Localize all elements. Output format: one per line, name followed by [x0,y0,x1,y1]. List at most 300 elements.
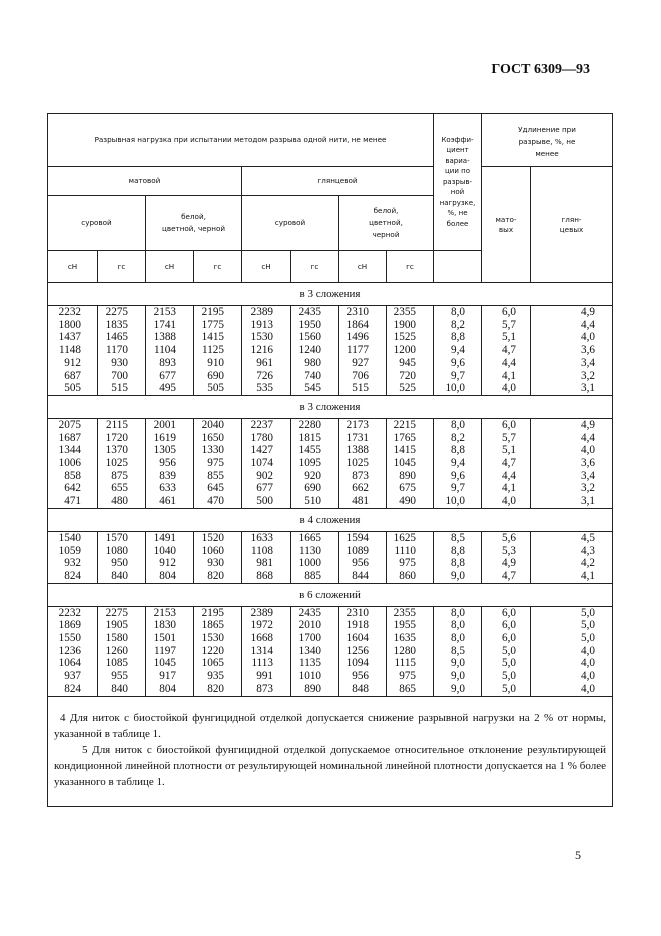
value-cell: 1388 [346,444,369,457]
value-cell: 1633 [250,531,273,544]
value-cell: 1905 [105,619,128,632]
value-cell: 1314 [250,644,273,657]
value-cell: 1130 [299,544,321,557]
header-line: глян- [561,214,582,224]
value-cell: 1491 [153,531,176,544]
value-cell: 9,0 [451,657,466,670]
header-breaking-load: Разрывная нагрузка при испытании методом разрыва одной нити, не менее [48,114,434,167]
value-cell: 5,6 [502,531,517,544]
value-cell: 4,7 [502,457,517,470]
value-cell: 461 [159,495,176,508]
value-cell: 1080 [105,544,128,557]
value-cell: 840 [111,682,128,695]
unit-cell-empty [434,251,482,283]
value-cell: 875 [111,469,128,482]
value-cell: 1835 [105,318,128,331]
value-cell: 2232 [58,606,81,619]
value-cell: 873 [256,682,273,695]
value-cell: 4,4 [581,318,596,331]
value-column [146,306,194,396]
value-cell: 1864 [346,318,369,331]
value-cell: 545 [304,382,321,395]
value-cell: 1095 [298,457,321,470]
value-cell: 980 [304,356,321,369]
value-cell: 1065 [201,657,224,670]
value-column [482,531,531,583]
value-column [194,531,242,583]
value-cell: 675 [399,482,417,495]
value-column [98,306,146,396]
value-cell: 890 [304,682,321,695]
value-cell: 4,7 [502,344,517,357]
value-column [194,606,242,696]
value-cell: 1765 [393,431,417,444]
value-cell: 868 [256,569,273,582]
value-cell: 2215 [393,418,417,431]
value-cell: 8,0 [451,306,466,318]
value-cell: 1260 [105,644,128,657]
value-cell: 1415 [393,444,417,457]
value-cell: 956 [352,557,369,570]
value-cell: 2232 [58,306,81,318]
value-cell: 1437 [58,331,81,344]
value-cell: 480 [111,495,128,508]
unit-cell: сН [146,251,194,283]
value-cell: 645 [207,482,224,495]
value-cell: 9,7 [451,482,466,495]
value-cell: 4,0 [502,495,517,508]
value-cell: 912 [64,356,81,369]
value-column [146,606,194,696]
value-column [98,606,146,696]
header-line: черной [372,230,400,239]
value-cell: 6,0 [502,418,517,431]
value-cell: 1731 [346,431,369,444]
value-cell: 2153 [153,606,176,619]
header-line: более [446,219,469,228]
value-cell: 535 [256,382,273,395]
note-paragraph: 5 Для ниток с биостойкой фунгицидной отделкой допускаемое относительное отклонение результирующей кондиционной линейной плотности от результирующей номинальной линейной плотности допускается на 1 % более указанного в таблице 1. [54,743,607,788]
value-cell: 1216 [250,344,273,357]
value-cell: 1197 [154,644,176,657]
value-column [434,606,482,696]
value-cell: 1064 [58,657,81,670]
value-column [339,306,387,396]
value-cell: 804 [159,569,176,582]
value-cell: 1955 [393,619,417,632]
value-cell: 1668 [250,632,273,645]
page-number: 5 [575,848,581,862]
value-cell: 9,7 [451,369,466,382]
header-line: цветной, черной [161,224,226,233]
value-cell: 1501 [153,632,176,645]
section-label: в 3 сложения [48,395,613,418]
value-cell: 726 [256,369,273,382]
value-cell: 740 [304,369,321,382]
header-matte: матовой [48,167,242,196]
value-cell: 4,4 [502,356,517,369]
value-cell: 2310 [346,306,369,318]
value-cell: 839 [159,469,176,482]
value-cell: 490 [399,495,417,508]
value-cell: 1125 [202,344,224,357]
value-cell: 1815 [298,431,321,444]
value-cell: 9,4 [451,457,466,470]
value-cell: 4,1 [502,482,517,495]
header-line: белой, [373,206,399,215]
value-cell: 4,0 [581,657,596,670]
value-column [339,418,387,508]
value-cell: 1465 [105,331,128,344]
value-cell: 4,0 [581,670,596,683]
value-cell: 1560 [298,331,321,344]
value-cell: 8,5 [451,531,466,544]
value-cell: 1650 [201,431,224,444]
value-cell: 1455 [298,444,321,457]
value-cell: 2195 [201,306,224,318]
value-cell: 865 [399,682,417,695]
value-cell: 9,0 [451,682,466,695]
header-line: ции по [445,167,470,176]
value-column [387,531,434,583]
value-cell: 481 [352,495,369,508]
table-row [48,606,613,696]
value-cell: 1059 [58,544,81,557]
value-cell: 1619 [153,431,176,444]
value-cell: 8,8 [451,444,466,457]
value-cell: 1900 [393,318,417,331]
value-cell: 840 [111,569,128,582]
value-cell: 9,0 [451,569,466,582]
value-cell: 1540 [58,531,81,544]
value-column [242,606,291,696]
value-cell: 1972 [250,619,273,632]
value-cell: 2355 [393,606,417,619]
value-column [531,606,613,696]
value-cell: 4,0 [581,682,596,695]
value-cell: 2075 [58,418,81,431]
value-column [291,531,339,583]
value-cell: 975 [399,557,417,570]
value-cell: 5,0 [502,682,517,695]
value-column [531,418,613,508]
value-cell: 5,1 [502,331,517,344]
value-cell: 1530 [201,632,224,645]
value-cell: 662 [352,482,369,495]
value-cell: 1865 [201,619,224,632]
value-column [48,606,98,696]
value-column [339,606,387,696]
value-cell: 6,0 [502,606,517,619]
value-cell: 1580 [105,632,128,645]
value-column [146,531,194,583]
section-label: в 3 сложения [48,283,613,306]
value-cell: 1074 [250,457,273,470]
value-cell: 885 [304,569,321,582]
value-cell: 5,7 [502,431,517,444]
value-cell: 1340 [298,644,321,657]
value-cell: 860 [399,569,417,582]
value-cell: 1200 [393,344,417,357]
value-cell: 2001 [153,418,176,431]
value-cell: 5,0 [581,619,596,632]
value-cell: 3,1 [581,382,596,395]
value-cell: 9,6 [451,356,466,369]
value-column [242,418,291,508]
value-cell: 2275 [105,306,128,318]
value-cell: 2280 [298,418,321,431]
value-cell: 3,2 [581,482,596,495]
value-cell: 855 [207,469,224,482]
value-cell: 1344 [58,444,81,457]
value-cell: 927 [352,356,369,369]
value-cell: 2355 [393,306,417,318]
value-cell: 515 [352,382,369,395]
value-cell: 5,0 [502,644,517,657]
table-row [48,418,613,508]
value-cell: 3,2 [581,369,596,382]
document-code: ГОСТ 6309—93 [491,62,590,77]
value-cell: 1625 [393,531,417,544]
value-cell: 1530 [250,331,273,344]
unit-cell: гс [194,251,242,283]
header-line: цветной, [369,218,403,227]
header-variation-coefficient [434,114,482,251]
value-cell: 1830 [153,619,176,632]
value-column [387,306,434,396]
value-cell: 1665 [298,531,321,544]
value-cell: 975 [207,457,224,470]
value-column [48,531,98,583]
section-label: в 6 сложений [48,583,613,606]
value-cell: 1104 [154,344,176,357]
value-cell: 848 [352,682,369,695]
value-cell: 1240 [298,344,321,357]
value-column [242,531,291,583]
value-cell: 5,0 [581,606,596,619]
unit-cell: сН [339,251,387,283]
value-cell: 1741 [153,318,176,331]
value-cell: 1775 [201,318,224,331]
value-cell: 1089 [346,544,369,557]
value-cell: 1113 [251,657,273,670]
value-cell: 1236 [58,644,81,657]
header-el-gloss [531,167,613,283]
value-cell: 4,3 [581,544,596,557]
value-cell: 690 [207,369,224,382]
value-cell: 3,6 [581,344,596,357]
value-cell: 6,0 [502,619,517,632]
value-cell: 4,1 [502,369,517,382]
value-cell: 1177 [347,344,369,357]
value-cell: 470 [207,495,224,508]
value-cell: 1060 [201,544,224,557]
value-cell: 1415 [201,331,224,344]
value-cell: 2435 [298,306,321,318]
value-cell: 8,2 [451,318,466,331]
value-cell: 1330 [201,444,224,457]
value-cell: 1220 [201,644,224,657]
value-cell: 945 [399,356,417,369]
value-cell: 10,0 [445,382,466,395]
value-cell: 471 [64,495,81,508]
value-cell: 4,1 [581,569,596,582]
header-line: нагрузке, [439,198,476,207]
value-cell: 6,0 [502,306,517,318]
value-cell: 505 [207,382,224,395]
value-cell: 1687 [58,431,81,444]
value-column [434,306,482,396]
value-column [194,418,242,508]
value-cell: 655 [111,482,128,495]
value-cell: 955 [111,670,128,683]
value-cell: 9,0 [451,670,466,683]
value-cell: 2389 [250,606,273,619]
value-cell: 1305 [153,444,176,457]
value-cell: 4,4 [581,431,596,444]
value-cell: 8,8 [451,544,466,557]
value-cell: 932 [64,557,81,570]
value-cell: 3,1 [581,495,596,508]
value-cell: 2010 [298,619,321,632]
value-cell: 1869 [58,619,81,632]
value-column [434,418,482,508]
header-line: цевых [559,224,584,234]
value-cell: 956 [159,457,176,470]
value-cell: 935 [207,670,224,683]
value-cell: 890 [399,469,417,482]
value-column [291,306,339,396]
value-cell: 515 [111,382,128,395]
value-cell: 1110 [394,544,417,557]
value-cell: 1496 [346,331,369,344]
value-cell: 642 [64,482,81,495]
value-cell: 2153 [153,306,176,318]
value-cell: 1170 [106,344,128,357]
value-cell: 930 [111,356,128,369]
header-line: менее [535,149,559,158]
value-cell: 1594 [346,531,369,544]
value-cell: 720 [399,369,417,382]
value-cell: 1025 [346,457,369,470]
value-cell: 961 [256,356,273,369]
breaking-load-table [47,113,613,807]
value-cell: 1720 [105,431,128,444]
unit-cell: сН [242,251,291,283]
value-cell: 1780 [250,431,273,444]
value-cell: 8,5 [451,644,466,657]
value-cell: 1604 [346,632,369,645]
value-column [242,306,291,396]
value-cell: 8,0 [451,619,466,632]
value-column [146,418,194,508]
value-cell: 4,4 [502,469,517,482]
value-cell: 910 [207,356,224,369]
value-column [48,418,98,508]
unit-cell: гс [387,251,434,283]
value-cell: 1085 [105,657,128,670]
unit-cell: гс [291,251,339,283]
header-line: ной [450,188,465,197]
value-cell: 5,7 [502,318,517,331]
value-cell: 500 [256,495,273,508]
value-cell: 690 [304,482,321,495]
value-column [482,418,531,508]
value-column [98,418,146,508]
value-cell: 1045 [153,657,176,670]
value-cell: 956 [352,670,369,683]
value-cell: 1040 [153,544,176,557]
value-cell: 5,0 [502,670,517,683]
value-cell: 4,0 [581,444,596,457]
value-cell: 5,0 [502,657,517,670]
header-line: циент [446,146,469,155]
header-raw-matte: суровой [48,196,146,251]
value-cell: 4,9 [581,306,596,318]
value-cell: 3,6 [581,457,596,470]
header-bleached-gloss [339,196,434,251]
value-cell: 5,1 [502,444,517,457]
value-cell: 5,3 [502,544,517,557]
value-cell: 4,9 [502,557,517,570]
value-cell: 937 [64,670,81,683]
value-cell: 8,0 [451,632,466,645]
value-cell: 2040 [201,418,224,431]
value-cell: 6,0 [502,632,517,645]
value-cell: 893 [159,356,176,369]
value-cell: 495 [159,382,176,395]
value-cell: 1550 [58,632,81,645]
value-cell: 991 [256,670,273,683]
value-cell: 920 [304,469,321,482]
value-column [531,306,613,396]
value-cell: 677 [159,369,176,382]
value-column [482,306,531,396]
value-cell: 1427 [250,444,273,457]
header-line: Удлинение при [518,125,576,134]
header-line: %, не [447,209,468,218]
value-cell: 1913 [250,318,273,331]
value-column [482,606,531,696]
value-cell: 1388 [153,331,176,344]
value-cell: 700 [111,369,128,382]
value-cell: 8,8 [451,331,466,344]
section-label: в 4 сложения [48,508,613,531]
value-column [387,418,434,508]
notes [48,696,613,806]
value-cell: 8,0 [451,606,466,619]
value-cell: 1094 [346,657,369,670]
value-cell: 4,2 [581,557,596,570]
table-row [48,531,613,583]
value-cell: 981 [256,557,273,570]
value-cell: 824 [64,569,81,582]
value-cell: 1135 [299,657,321,670]
value-cell: 1010 [298,670,321,683]
value-cell: 2275 [105,606,128,619]
value-cell: 3,4 [581,356,596,369]
value-cell: 1000 [298,557,321,570]
value-cell: 2389 [250,306,273,318]
value-cell: 820 [207,682,224,695]
value-cell: 10,0 [445,495,466,508]
value-cell: 1918 [346,619,369,632]
value-cell: 2310 [346,606,369,619]
table-row [48,306,613,396]
value-cell: 2115 [106,418,128,431]
value-cell: 525 [399,382,417,395]
value-cell: 5,0 [581,632,596,645]
